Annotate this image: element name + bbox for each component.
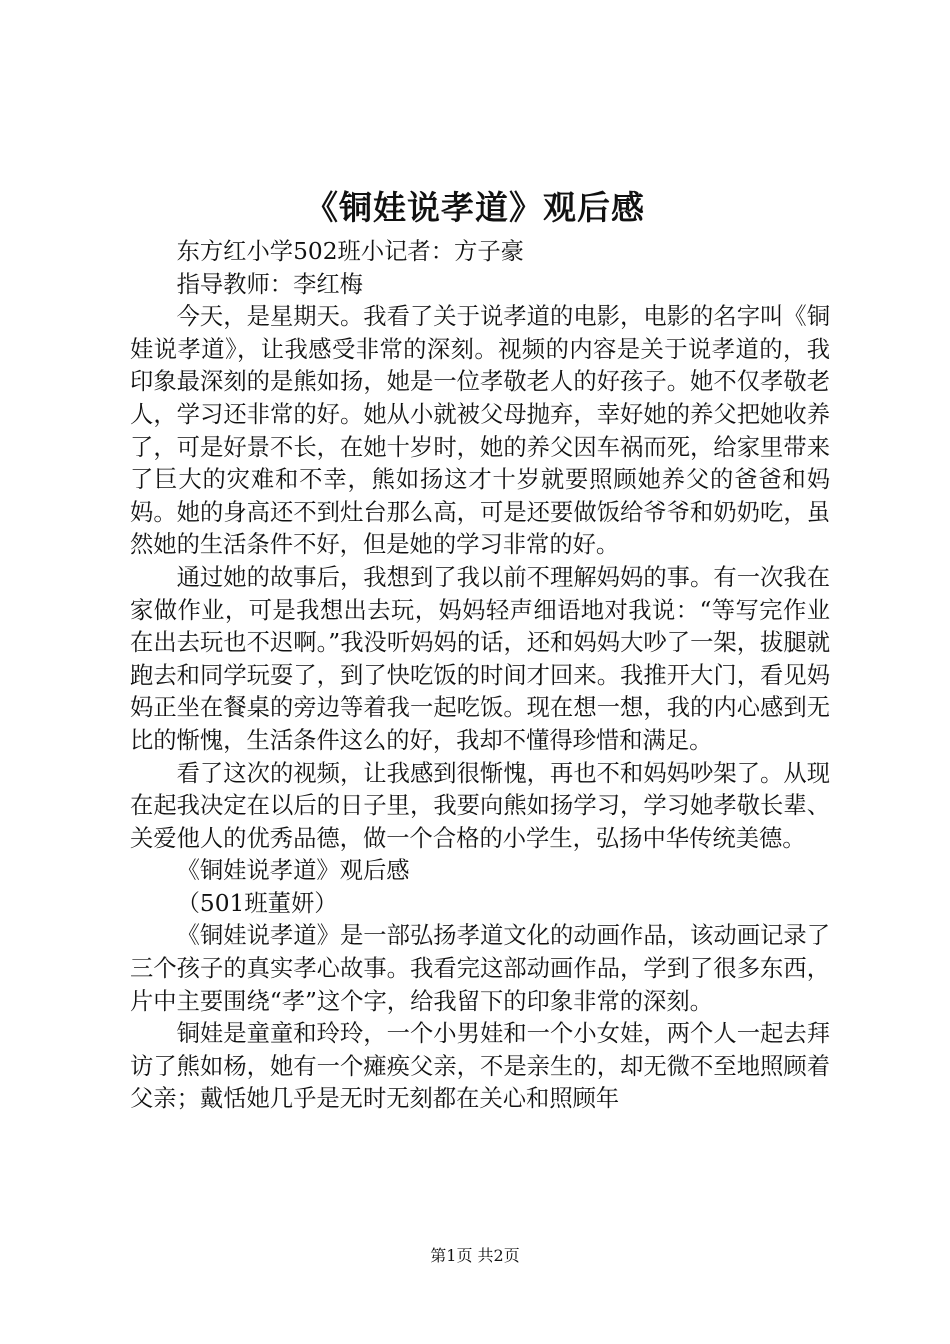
document-body bbox=[130, 236, 830, 1116]
second-essay-author: （501班董妍） bbox=[176, 889, 338, 917]
author-line: 东方红小学502班小记者：方子豪 bbox=[176, 238, 524, 265]
paragraph: 看了这次的视频，让我感到很惭愧，再也不和妈妈吵架了。从现在起我决定在以后的日子里，我要向熊如扬学习，学习她孝敬长辈、关爱他人的优秀品德，做一个合格的小学生，弘扬中华传统美德。 bbox=[130, 759, 830, 852]
paragraph: 通过她的故事后，我想到了我以前不理解妈妈的事。有一次我在家做作业，可是我想出去玩，妈妈轻声细语地对我说：“等写完作业在出去玩也不迟啊。”我没听妈妈的话，还和妈妈大吵了一架，拔腿就跑去和同学玩耍了，到了快吃饭的时间才回来。我推开大门，看见妈妈正坐在餐桌的旁边等着我一起吃饭。现在想一想，我的内心感到无比的惭愧，生活条件这么的好，我却不懂得珍惜和满足。 bbox=[130, 563, 830, 754]
paragraph: 今天，是星期天。我看了关于说孝道的电影，电影的名字叫《铜娃说孝道》，让我感受非常的深刻。视频的内容是关于说孝道的，我印象最深刻的是熊如扬，她是一位孝敬老人的好孩子。她不仅孝敬老人，学习还非常的好。她从小就被父母抛弃，幸好她的养父把她收养了，可是好景不长，在她十岁时，她的养父因车祸而死，给家里带来了巨大的灾难和不幸，熊如扬这才十岁就要照顾她养父的爸爸和妈妈。她的身高还不到灶台那么高，可是还要做饭给爷爷和奶奶吃，虽然她的生活条件不好，但是她的学习非常的好。 bbox=[130, 303, 830, 559]
document-title: 《铜娃说孝道》观后感 bbox=[305, 188, 645, 227]
second-essay-title: 《铜娃说孝道》观后感 bbox=[176, 857, 410, 885]
teacher-line: 指导教师：李红梅 bbox=[176, 270, 363, 298]
paragraph: 铜娃是童童和玲玲，一个小男娃和一个小女娃，两个人一起去拜访了熊如杨，她有一个瘫痪父亲，不是亲生的，却无微不至地照顾着父亲；戴恬她几乎是无时无刻都在关心和照顾年 bbox=[130, 1020, 830, 1113]
paragraph: 《铜娃说孝道》是一部弘扬孝道文化的动画作品，该动画记录了三个孩子的真实孝心故事。我看完这部动画作品，学到了很多东西，片中主要围绕“孝”这个字，给我留下的印象非常的深刻。 bbox=[130, 922, 830, 1015]
page-footer: 第1页 共2页 bbox=[430, 1246, 520, 1265]
